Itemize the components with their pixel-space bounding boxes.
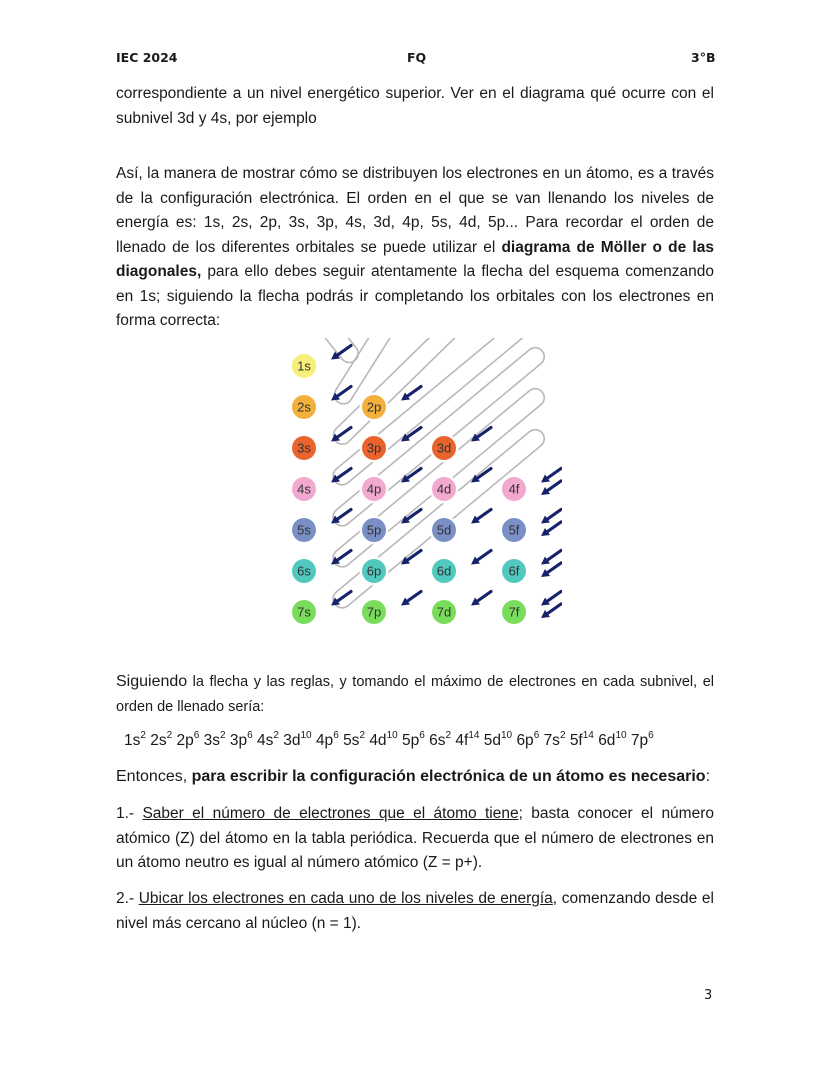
orbital-label: 3d: [436, 440, 452, 456]
sequence-term-base: 5p: [402, 732, 420, 749]
orbital-5d: [430, 516, 459, 545]
sequence-term-base: 5f: [569, 732, 583, 749]
sequence-term: [455, 729, 480, 749]
orbital-6d: [430, 557, 459, 586]
sequence-term-exponent: 2: [273, 729, 279, 741]
sequence-term-base: 6s: [429, 732, 446, 749]
paragraph-following-lead: Siguiendo: [116, 673, 188, 690]
sequence-term-exponent: 6: [193, 729, 200, 741]
orbital-4s: [290, 475, 319, 504]
sequence-term: [124, 729, 146, 749]
sequence-term-exponent: 6: [247, 729, 253, 741]
list-item-1: [116, 802, 714, 876]
arrow-icon: [471, 428, 491, 442]
sequence-term-exponent: 10: [501, 729, 513, 741]
orbital-label: 4s: [297, 481, 311, 497]
orbital-4f: [500, 475, 529, 504]
sequence-term-exponent: 6: [648, 729, 654, 741]
orbital-4p: [360, 475, 389, 504]
orbital-label: 6f: [508, 563, 520, 579]
sequence-term-exponent: 2: [166, 729, 173, 741]
page-number: 3: [704, 988, 713, 1003]
sequence-term-base: 4p: [315, 732, 334, 749]
sequence-term: [630, 729, 654, 749]
sequence-term-base: 1s: [124, 732, 141, 749]
list-item-1-number: 1.-: [116, 805, 143, 822]
sequence-term: [283, 729, 312, 749]
paragraph-configuration-part1: Así, la manera de mostrar cómo se distribuyen los electrones en un átomo, es a través de la configuración electrónica. El orden en el que se van llenando los niveles de energía es: 1s, 2s, 2p, 3s, 3p, 4s, 3d, 4p, 5s, 4d, 5p... Para recordar el orden de llenado de los diferentes orbitales se puede utilizar el: [116, 165, 714, 256]
orbital-label: 5p: [366, 522, 382, 538]
orbital-7f: [500, 598, 529, 627]
orbital-label: 6s: [297, 563, 311, 579]
sequence-term-base: 4s: [257, 732, 274, 749]
sequence-term: [203, 729, 226, 749]
arrow-icon: [541, 563, 561, 577]
paragraph-then-tail: :: [705, 768, 711, 785]
paragraph-intro: correspondiente a un nivel energético superior. Ver en el diagrama qué ocurre con el subnivel 3d y 4s, por ejemplo: [116, 85, 714, 127]
sequence-term-base: 7s: [543, 732, 560, 749]
arrow-icon: [541, 604, 561, 618]
sequence-term: [315, 729, 339, 749]
sequence-term-base: 3p: [229, 732, 248, 749]
orbital-label: 3p: [366, 440, 382, 456]
sequence-term: [176, 729, 200, 749]
orbital-7s: [290, 598, 319, 627]
orbital-6f: [500, 557, 529, 586]
orbital-label: 6p: [366, 563, 382, 579]
sequence-term-base: 3d: [283, 732, 301, 749]
sequence-term-base: 5d: [483, 732, 501, 749]
sequence-term-base: 5s: [343, 732, 360, 749]
header-right: 3°B: [691, 50, 716, 65]
orbital-label: 2p: [366, 399, 382, 415]
header-left: IEC 2024: [116, 50, 178, 65]
sequence-term: [516, 729, 540, 749]
arrow-icon: [471, 551, 491, 565]
orbital-6p: [360, 557, 389, 586]
sequence-term: [429, 729, 452, 749]
orbital-label: 4f: [508, 481, 520, 497]
diagram-circles: [290, 352, 529, 627]
sequence-term-exponent: 2: [445, 729, 452, 741]
sequence-term: [369, 729, 398, 749]
sequence-term-exponent: 10: [300, 729, 312, 741]
arrow-icon: [471, 592, 491, 606]
sequence-term-exponent: 2: [359, 729, 365, 741]
arrow-icon: [541, 469, 561, 483]
arrow-icon: [541, 481, 561, 495]
orbital-3p: [360, 434, 389, 463]
sequence-term-base: 2s: [150, 732, 167, 749]
orbital-1s: [290, 352, 319, 381]
arrow-icon: [541, 522, 561, 536]
sequence-term: [543, 729, 566, 749]
orbital-3d: [430, 434, 459, 463]
sequence-term-exponent: 6: [533, 729, 540, 741]
orbital-7d: [430, 598, 459, 627]
list-item-2-underline: Ubicar los electrones en cada uno de los niveles de energía: [138, 890, 553, 907]
sequence-term: [257, 729, 279, 749]
arrow-icon: [541, 510, 561, 524]
paragraph-following-rest: la flecha y las reglas, y tomando el máximo de electrones en cada subnivel, el orden de llenado sería:: [116, 674, 714, 715]
list-item-2: [116, 887, 714, 936]
paragraph-then-bold: para escribir la configuración electrónica de un átomo es necesario: [191, 768, 706, 785]
sequence-term-base: 4d: [369, 732, 387, 749]
paragraph-configuration: [116, 162, 714, 334]
sequence-term: [402, 729, 425, 749]
orbital-4d: [430, 475, 459, 504]
sequence-term-exponent: 10: [615, 729, 627, 741]
orbital-2s: [290, 393, 319, 422]
moller-diagram: [262, 338, 562, 656]
filling-order-sequence: [124, 729, 654, 750]
orbital-5p: [360, 516, 389, 545]
orbital-label: 3s: [297, 440, 311, 456]
orbital-label: 4p: [366, 481, 382, 497]
sequence-term: [150, 729, 173, 749]
sequence-term-base: 2p: [176, 732, 194, 749]
orbital-label: 7d: [436, 604, 452, 620]
orbital-label: 7p: [366, 604, 382, 620]
sequence-term: [229, 729, 253, 749]
sequence-term-exponent: 2: [220, 729, 226, 741]
sequence-term-exponent: 2: [140, 729, 146, 741]
orbital-label: 7f: [508, 604, 520, 620]
orbital-label: 7s: [297, 604, 311, 620]
list-item-1-underline: Saber el número de electrones que el átomo tiene: [142, 805, 519, 822]
sequence-term-base: 6p: [516, 732, 534, 749]
sequence-term-base: 3s: [203, 732, 220, 749]
orbital-label: 1s: [297, 358, 311, 374]
orbital-label: 5f: [508, 522, 520, 538]
sequence-term: [343, 729, 365, 749]
sequence-term: [569, 729, 594, 749]
sequence-term-exponent: 14: [468, 729, 480, 741]
sequence-term-exponent: 6: [333, 729, 339, 741]
sequence-term-base: 4f: [455, 732, 469, 749]
orbital-label: 4d: [436, 481, 452, 497]
list-item-2-number: 2.-: [116, 890, 139, 907]
paragraph-configuration-part2: para ello debes seguir atentamente la flecha del esquema comenzando en 1s; siguiendo la flecha podrás ir completando los orbitales con los electrones en forma correcta:: [116, 263, 714, 329]
orbital-label: 5s: [297, 522, 311, 538]
arrow-icon: [541, 551, 561, 565]
header-center: FQ: [407, 50, 427, 65]
paragraph-then-lead: Entonces,: [116, 768, 192, 785]
orbital-2p: [360, 393, 389, 422]
orbital-label: 6d: [436, 563, 452, 579]
arrow-icon: [471, 469, 491, 483]
orbital-6s: [290, 557, 319, 586]
sequence-term: [483, 729, 513, 749]
arrow-icon: [541, 592, 561, 606]
sequence-term-base: 6d: [598, 732, 616, 749]
paragraph-then: [116, 765, 714, 790]
sequence-term-exponent: 2: [559, 729, 566, 741]
sequence-term-base: 7p: [630, 732, 649, 749]
sequence-term-exponent: 10: [386, 729, 398, 741]
sequence-term: [598, 729, 627, 749]
orbital-label: 2s: [297, 399, 311, 415]
orbital-5s: [290, 516, 319, 545]
arrow-icon: [401, 592, 421, 606]
orbital-label: 5d: [436, 522, 452, 538]
paragraph-following: [116, 670, 714, 719]
moller-diagram-term: diagrama de Möller o de las diagonales,: [116, 238, 714, 280]
orbital-3s: [290, 434, 319, 463]
sequence-term-exponent: 6: [419, 729, 425, 741]
arrow-icon: [471, 510, 491, 524]
orbital-5f: [500, 516, 529, 545]
sequence-term-exponent: 14: [582, 729, 594, 741]
orbital-7p: [360, 598, 389, 627]
list-item-2-rest: , comenzando desde el nivel más cercano al núcleo (n = 1).: [116, 890, 714, 932]
list-item-1-rest: ; basta conocer el número atómico (Z) del átomo en la tabla periódica. Recuerda que el número de electrones en un átomo neutro es igual al número atómico (Z = p+).: [116, 805, 714, 871]
